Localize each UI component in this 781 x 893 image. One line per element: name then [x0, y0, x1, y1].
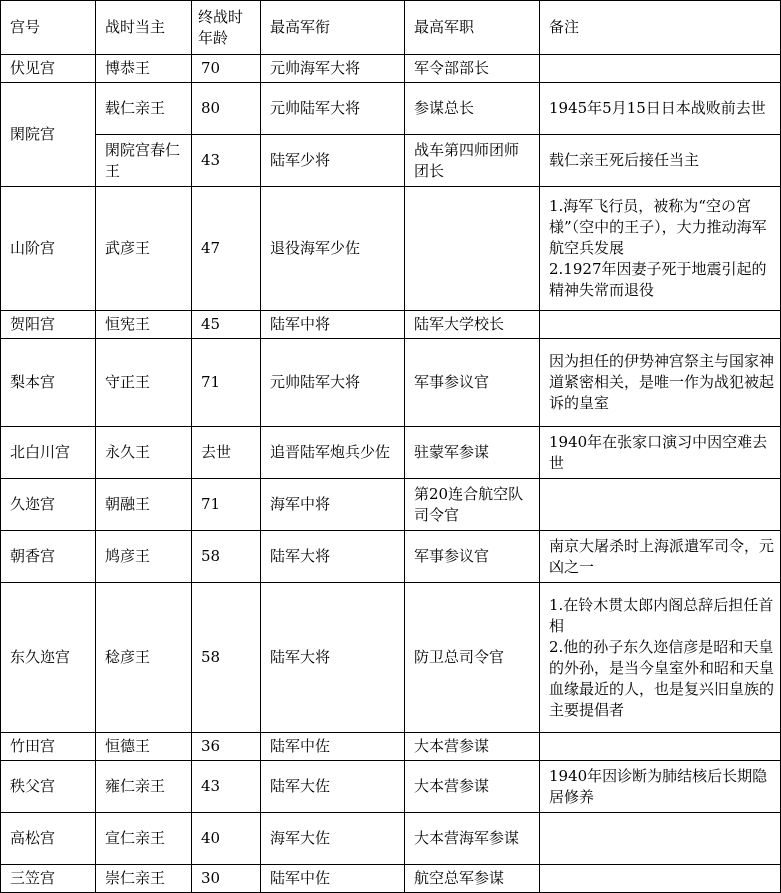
rank-cell: 元帅陆军大将 — [261, 83, 405, 135]
note-cell: 因为担任的伊势神宫祭主与国家神道紧密相关，是唯一作为战犯被起诉的皇室 — [540, 339, 781, 427]
rank-cell: 陆军大将 — [261, 583, 405, 733]
post-cell: 第20连合航空队司令官 — [405, 479, 540, 531]
table-row — [1, 761, 781, 813]
table-row — [1, 427, 781, 479]
house-cell: 閑院宫 — [1, 83, 96, 187]
rank-cell: 陆军中将 — [261, 311, 405, 339]
head-cell: 宣仁亲王 — [96, 813, 192, 865]
house-cell: 贺阳宫 — [1, 311, 96, 339]
rank-cell: 追晋陆军炮兵少佐 — [261, 427, 405, 479]
head-cell: 永久王 — [96, 427, 192, 479]
post-cell: 大本营参谋 — [405, 761, 540, 813]
header-cell: 战时当主 — [96, 1, 192, 55]
table-row — [1, 339, 781, 427]
house-cell: 秩父宫 — [1, 761, 96, 813]
age-cell: 70 — [192, 55, 261, 83]
age-cell: 43 — [192, 761, 261, 813]
head-cell: 鸠彦王 — [96, 531, 192, 583]
age-cell: 30 — [192, 865, 261, 893]
age-cell: 47 — [192, 187, 261, 311]
rank-cell: 退役海军少佐 — [261, 187, 405, 311]
rank-cell: 元帅陆军大将 — [261, 339, 405, 427]
note-cell: 南京大屠杀时上海派遣军司令，元凶之一 — [540, 531, 781, 583]
age-cell: 71 — [192, 479, 261, 531]
head-cell: 武彦王 — [96, 187, 192, 311]
rank-cell: 陆军大将 — [261, 531, 405, 583]
note-cell: 1940年因诊断为肺结核后长期隐居修养 — [540, 761, 781, 813]
post-cell: 陆军大学校长 — [405, 311, 540, 339]
rank-cell: 陆军少将 — [261, 135, 405, 187]
rank-cell: 陆军大佐 — [261, 761, 405, 813]
rank-cell: 海军大佐 — [261, 813, 405, 865]
head-cell: 博恭王 — [96, 55, 192, 83]
house-cell: 山阶宫 — [1, 187, 96, 311]
note-cell: 1.海军飞行员，被称为“空の宮様”（空中的王子），大力推动海军航空兵发展 2.1927年因妻子死于地震引起的精神失常而退役 — [540, 187, 781, 311]
age-cell: 71 — [192, 339, 261, 427]
post-cell: 参谋总长 — [405, 83, 540, 135]
post-cell: 军事参议官 — [405, 339, 540, 427]
note-cell: 1.在铃木贯太郎内阁总辞后担任首相 2.他的孙子东久迩信彦是昭和天皇的外孙，是当今皇室外和昭和天皇血缘最近的人，也是复兴旧皇族的主要提倡者 — [540, 583, 781, 733]
header-cell: 备注 — [540, 1, 781, 55]
house-cell: 北白川宫 — [1, 427, 96, 479]
post-cell: 大本营参谋 — [405, 733, 540, 761]
house-cell: 竹田宫 — [1, 733, 96, 761]
post-cell: 大本营海军参谋 — [405, 813, 540, 865]
table-row — [1, 311, 781, 339]
head-cell: 崇仁亲王 — [96, 865, 192, 893]
house-cell: 东久迩宫 — [1, 583, 96, 733]
age-cell: 40 — [192, 813, 261, 865]
house-cell: 伏见宫 — [1, 55, 96, 83]
post-cell: 防卫总司令官 — [405, 583, 540, 733]
post-cell: 航空总军参谋 — [405, 865, 540, 893]
note-cell: 载仁亲王死后接任当主 — [540, 135, 781, 187]
post-cell: 驻蒙军参谋 — [405, 427, 540, 479]
table-row — [1, 583, 781, 733]
head-cell: 载仁亲王 — [96, 83, 192, 135]
note-cell — [540, 479, 781, 531]
table-row — [1, 55, 781, 83]
table-row — [1, 479, 781, 531]
note-cell — [540, 311, 781, 339]
header-row — [1, 1, 781, 55]
rank-cell: 陆军中佐 — [261, 865, 405, 893]
house-cell: 梨本宫 — [1, 339, 96, 427]
rank-cell: 元帅海军大将 — [261, 55, 405, 83]
header-cell: 宫号 — [1, 1, 96, 55]
head-cell: 恒德王 — [96, 733, 192, 761]
table-row — [1, 865, 781, 893]
header-cell: 最高军职 — [405, 1, 540, 55]
note-cell — [540, 865, 781, 893]
table-row — [1, 187, 781, 311]
house-cell: 朝香宫 — [1, 531, 96, 583]
note-cell — [540, 733, 781, 761]
house-cell: 三笠宫 — [1, 865, 96, 893]
age-cell: 36 — [192, 733, 261, 761]
table-row — [1, 813, 781, 865]
table-row — [1, 531, 781, 583]
head-cell: 守正王 — [96, 339, 192, 427]
table-row — [1, 733, 781, 761]
note-cell: 1940年在张家口演习中因空难去世 — [540, 427, 781, 479]
age-cell: 43 — [192, 135, 261, 187]
age-cell: 45 — [192, 311, 261, 339]
header-cell: 终战时年龄 — [192, 1, 261, 55]
age-cell: 58 — [192, 583, 261, 733]
head-cell: 恒宪王 — [96, 311, 192, 339]
post-cell — [405, 187, 540, 311]
head-cell: 朝融王 — [96, 479, 192, 531]
head-cell: 閑院宫春仁王 — [96, 135, 192, 187]
house-cell: 高松宫 — [1, 813, 96, 865]
head-cell: 稔彦王 — [96, 583, 192, 733]
table-row — [1, 83, 781, 135]
table-row — [1, 135, 781, 187]
header-cell: 最高军衔 — [261, 1, 405, 55]
house-cell: 久迩宫 — [1, 479, 96, 531]
post-cell: 军事参议官 — [405, 531, 540, 583]
post-cell: 军令部部长 — [405, 55, 540, 83]
note-cell — [540, 55, 781, 83]
note-cell: 1945年5月15日日本战败前去世 — [540, 83, 781, 135]
age-cell: 去世 — [192, 427, 261, 479]
age-cell: 80 — [192, 83, 261, 135]
age-cell: 58 — [192, 531, 261, 583]
rank-cell: 海军中将 — [261, 479, 405, 531]
head-cell: 雍仁亲王 — [96, 761, 192, 813]
note-cell — [540, 813, 781, 865]
post-cell: 战车第四师团师团长 — [405, 135, 540, 187]
rank-cell: 陆军中佐 — [261, 733, 405, 761]
